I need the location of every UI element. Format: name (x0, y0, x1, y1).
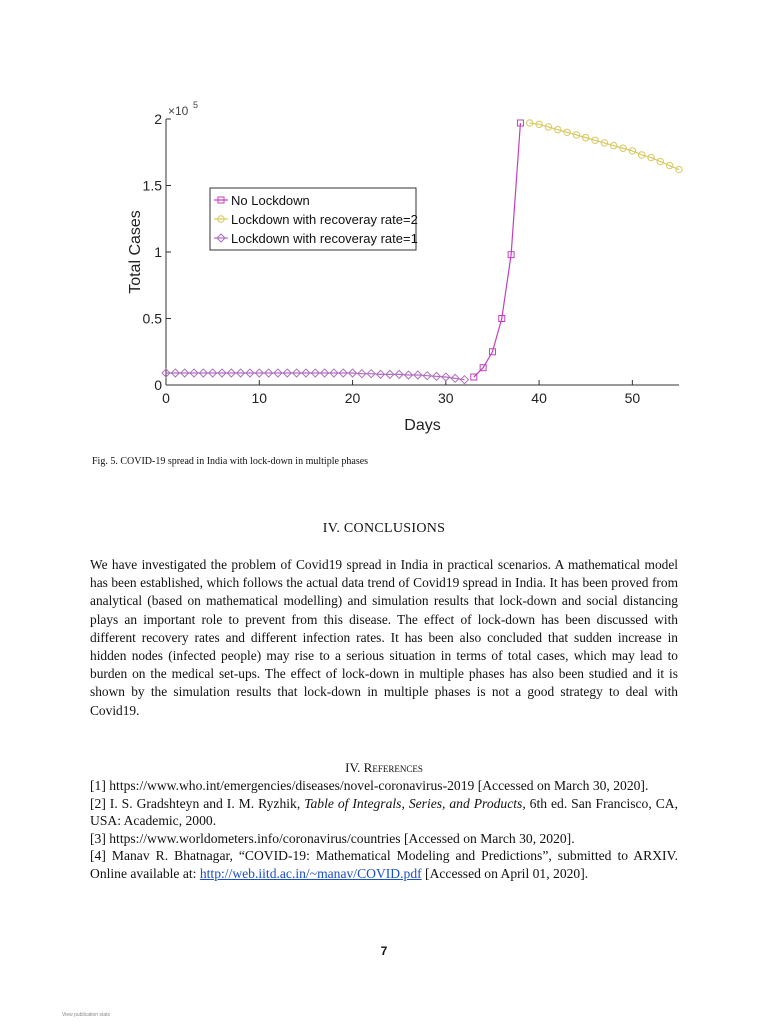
series-2-point (676, 166, 682, 172)
reference-4-accessed: [Accessed on April 01, 2020]. (421, 865, 589, 881)
conclusions-paragraph: We have investigated the problem of Covid19 spread in India in practical scenarios. A mathematical model has been established, which follows the actual data trend of Covid19 spread in India. It has been proved from analytical (based on mathematical modelling) and simulation results that lock-down and social distancing plays an important role to prevent from this disease. The effect of lock-down has been discussed with different recovery rates and different infection rates. It has been also concluded that sudden increase in hidden nodes (infected people) may rise to a serious situation in terms of total cases, which may lead to burden on the medical set-ups. The effect of lock-down in multiple phases has also been studied and it is shown by the simulation results that lock-down in multiple phases is not a good strategy to deal with Covid19. (90, 557, 678, 718)
x-tick-label: 20 (344, 390, 361, 406)
reference-2-publisher: , 6th ed. San Francisco, CA, USA: Academic, 2000. (90, 795, 678, 828)
footer-note[interactable]: View publication stats (62, 1012, 110, 1018)
y-axis-label: Total Cases (127, 210, 144, 294)
figure-chart (96, 92, 688, 442)
y-multiplier: ×10 (168, 104, 189, 118)
x-tick-label: 30 (438, 390, 454, 406)
legend-entry-3: Lockdown with recoveray rate=1 (231, 231, 418, 246)
y-tick-label: 1.5 (142, 177, 162, 194)
reference-2-authors: [2] I. S. Gradshteyn and I. M. Ryzhik, (90, 795, 305, 811)
reference-item-4 (90, 847, 678, 882)
reference-item-1: [1] https://www.who.int/emergencies/diseases/novel-coronavirus-2019 [Accessed on March 30, 2020]. (90, 778, 649, 793)
references-list (90, 777, 678, 882)
page-number: 7 (380, 944, 388, 958)
figure-caption: Fig. 5. COVID-19 spread in India with lock-down in multiple phases (92, 456, 369, 467)
x-axis-label: Days (404, 417, 441, 434)
x-tick-label: 0 (162, 390, 170, 406)
reference-item-3: [3] https://www.worldometers.info/coronavirus/countries [Accessed on March 30, 2020]. (90, 830, 575, 846)
x-tick-label: 10 (251, 390, 268, 406)
legend-entry-2: Lockdown with recoveray rate=2 (231, 212, 418, 227)
reference-2-book-title: Table of Integrals, Series, and Products (304, 795, 523, 811)
reference-4-text: [4] Manav R. Bhatnagar, “COVID-19: Mathematical Modeling and Predictions”, submitted to ARXIV. Online available at: (90, 848, 678, 881)
chart-svg (96, 92, 688, 442)
reference-item-2 (90, 795, 678, 830)
y-tick-label: 0.5 (142, 310, 162, 327)
references-heading (0, 760, 768, 776)
x-tick-label: 50 (624, 390, 641, 406)
x-tick-label: 40 (531, 390, 547, 406)
y-tick-label: 2 (154, 111, 162, 127)
y-exponent: 5 (193, 100, 199, 110)
reference-4-link[interactable]: http://web.iitd.ac.in/~manav/COVID.pdf (199, 865, 422, 881)
series-line-1 (474, 123, 521, 377)
references-heading-prefix: IV. (345, 760, 364, 775)
y-tick-label: 1 (154, 244, 162, 260)
legend-entry-1: No Lockdown (231, 193, 310, 208)
conclusions-heading: IV. CONCLUSIONS (322, 521, 446, 536)
references-heading-word: References (363, 760, 423, 775)
y-tick-label: 0 (154, 377, 162, 393)
